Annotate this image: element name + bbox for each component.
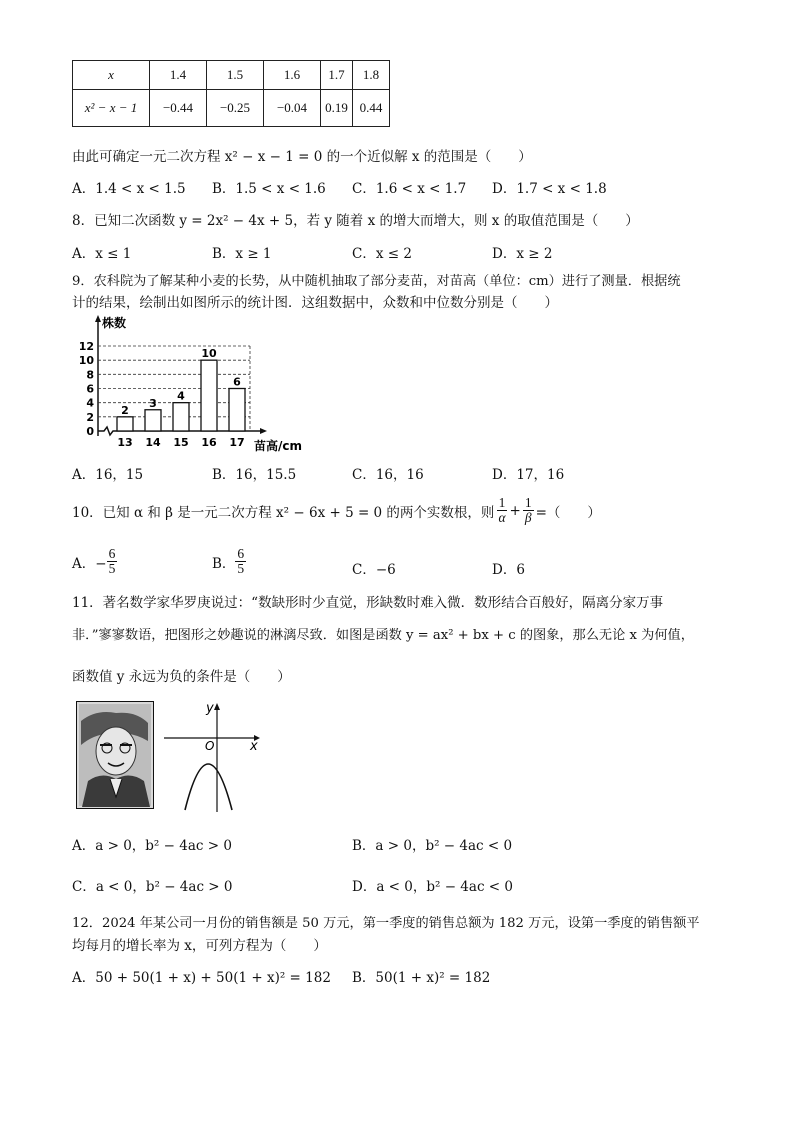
y-tick-label: 8 (86, 368, 94, 382)
q8-option-c: C．x ≤ 2 (352, 246, 412, 262)
q12-option-a: A．50 + 50(1 + x) + 50(1 + x)² = 182 (72, 970, 331, 986)
q10-option-b (212, 547, 246, 576)
q7-option-b: B．1.5 < x < 1.6 (212, 181, 326, 197)
q11-option-c: C．a < 0，b² − 4ac > 0 (72, 879, 233, 895)
bar-data-label: 2 (121, 403, 129, 417)
table-header-label: x (73, 61, 150, 90)
x-tick-label: 13 (117, 436, 133, 449)
origin-label: O (205, 739, 215, 753)
q9-option-a: A．16，15 (72, 467, 144, 483)
q10-stem-pre: 10．已知 α 和 β 是一元二次方程 x² − 6x + 5 = 0 的两个实数根，则 (72, 504, 495, 521)
x-tick-label: 15 (173, 436, 189, 449)
q9-option-c: C．16，16 (352, 467, 424, 483)
bar-data-label: 4 (177, 389, 185, 403)
y-axis-label: 株数 (102, 316, 127, 330)
y-tick-label: 2 (86, 410, 94, 424)
q10-option-b-label: B． (212, 555, 236, 572)
y-tick-label: 0 (86, 425, 94, 438)
q8-option-b: B．x ≥ 1 (212, 246, 272, 262)
x-tick-label: 16 (201, 436, 217, 449)
table-y-cell: −0.25 (207, 90, 264, 127)
q11-stem-line1: 11．著名数学家华罗庚说过：“数缺形时少直觉，形缺数时难入微．数形结合百般好，隔离分家万事 (72, 595, 664, 611)
q11-option-b: B．a > 0，b² − 4ac < 0 (352, 838, 513, 854)
portrait-image (76, 701, 154, 809)
bar (173, 403, 189, 431)
frac-numerator: 6 (237, 546, 245, 561)
frac-numerator: 1 (498, 495, 506, 510)
q10-option-d: D．6 (492, 562, 525, 578)
bar-chart (70, 310, 320, 458)
table-y-cell: 0.19 (321, 90, 353, 127)
q12-stem-line2: 均每月的增长率为 x，可列方程为（ ） (72, 938, 327, 954)
frac-numerator: 1 (524, 495, 532, 510)
q10-option-c: C．−6 (352, 562, 396, 578)
bar-data-label: 3 (149, 396, 157, 410)
q9-option-d: D．17，16 (492, 467, 565, 483)
y-tick-label: 4 (86, 396, 94, 410)
table-y-cell: −0.04 (264, 90, 321, 127)
parabola-curve (185, 764, 232, 810)
q10-stem-post: =（ ） (535, 504, 601, 521)
q11-option-d: D．a < 0，b² − 4ac < 0 (352, 879, 513, 895)
table-x-cell: 1.8 (353, 61, 390, 90)
frac-denominator: β (524, 510, 532, 526)
y-axis-arrow (95, 315, 101, 322)
table-x-cell: 1.7 (321, 61, 353, 90)
table-x-cell: 1.5 (207, 61, 264, 90)
q7-option-d: D．1.7 < x < 1.8 (492, 181, 607, 197)
fraction-1-over-alpha (496, 496, 507, 525)
q8-option-d: D．x ≥ 2 (492, 246, 553, 262)
q7-stem: 由此可确定一元二次方程 x² − x − 1 = 0 的一个近似解 x 的范围是（ ） (72, 149, 532, 165)
fraction-1-over-beta (523, 496, 534, 525)
x-axis-arrow (260, 428, 267, 434)
bar (201, 360, 217, 431)
q7-option-c: C．1.6 < x < 1.7 (352, 181, 467, 197)
value-table (72, 60, 390, 127)
x-axis-label: x (250, 739, 258, 754)
q9-stem-line1: 9．农科院为了解某种小麦的长势，从中随机抽取了部分麦苗，对苗高（单位：cm）进行了测量．根据统 (72, 274, 681, 289)
parabola-graph (160, 700, 265, 815)
y-tick-label: 10 (78, 354, 94, 368)
q11-option-a: A．a > 0，b² − 4ac > 0 (72, 838, 232, 854)
frac-denominator: α (498, 510, 506, 526)
y-axis-arrow (214, 703, 220, 710)
frac-numerator: 6 (108, 546, 116, 561)
q10-option-a-label: A．− (72, 555, 107, 572)
y-tick-label: 12 (78, 340, 94, 353)
table-y-cell: 0.44 (353, 90, 390, 127)
table-x-cell: 1.4 (150, 61, 207, 90)
q10-option-a (72, 547, 117, 576)
q7-option-a: A．1.4 < x < 1.5 (72, 181, 186, 197)
bar (229, 389, 245, 432)
q8-option-a: A．x ≤ 1 (72, 246, 132, 262)
table-row-label: x² − x − 1 (73, 90, 150, 127)
x-axis-label: 苗高/cm (254, 439, 303, 453)
fraction-6-over-5 (107, 547, 118, 576)
q8-stem: 8．已知二次函数 y = 2x² − 4x + 5，若 y 随着 x 的增大而增大，则 x 的取值范围是（ ） (72, 213, 639, 229)
bar-data-label: 6 (233, 375, 241, 389)
q9-stem-line2: 计的结果，绘制出如图所示的统计图．这组数据中，众数和中位数分别是（ ） (72, 295, 558, 311)
y-tick-label: 6 (86, 382, 94, 396)
frac-denominator: 5 (108, 561, 116, 577)
q9-option-b: B．16，15.5 (212, 467, 297, 483)
x-tick-label: 17 (229, 436, 245, 449)
fraction-6-over-5 (235, 547, 246, 576)
q11-stem-line2: 非．”寥寥数语，把图形之妙趣说的淋漓尽致．如图是函数 y = ax² + bx + c 的图象，那么无论 x 为何值， (72, 628, 694, 643)
q10-stem (72, 496, 601, 525)
q12-option-b: B．50(1 + x)² = 182 (352, 970, 491, 986)
table-x-cell: 1.6 (264, 61, 321, 90)
table-y-cell: −0.44 (150, 90, 207, 127)
bar-data-label: 10 (201, 347, 217, 361)
bar (145, 410, 161, 431)
q12-stem-line1: 12．2024 年某公司一月份的销售额是 50 万元，第一季度的销售总额为 182 万元，设第一季度的销售额平 (72, 916, 700, 931)
x-tick-label: 14 (145, 436, 161, 449)
plus-sign: + (509, 502, 521, 519)
q11-stem-line3: 函数值 y 永远为负的条件是（ ） (72, 669, 291, 685)
frac-denominator: 5 (237, 561, 245, 577)
bar (117, 417, 133, 431)
y-axis-label: y (206, 701, 214, 716)
